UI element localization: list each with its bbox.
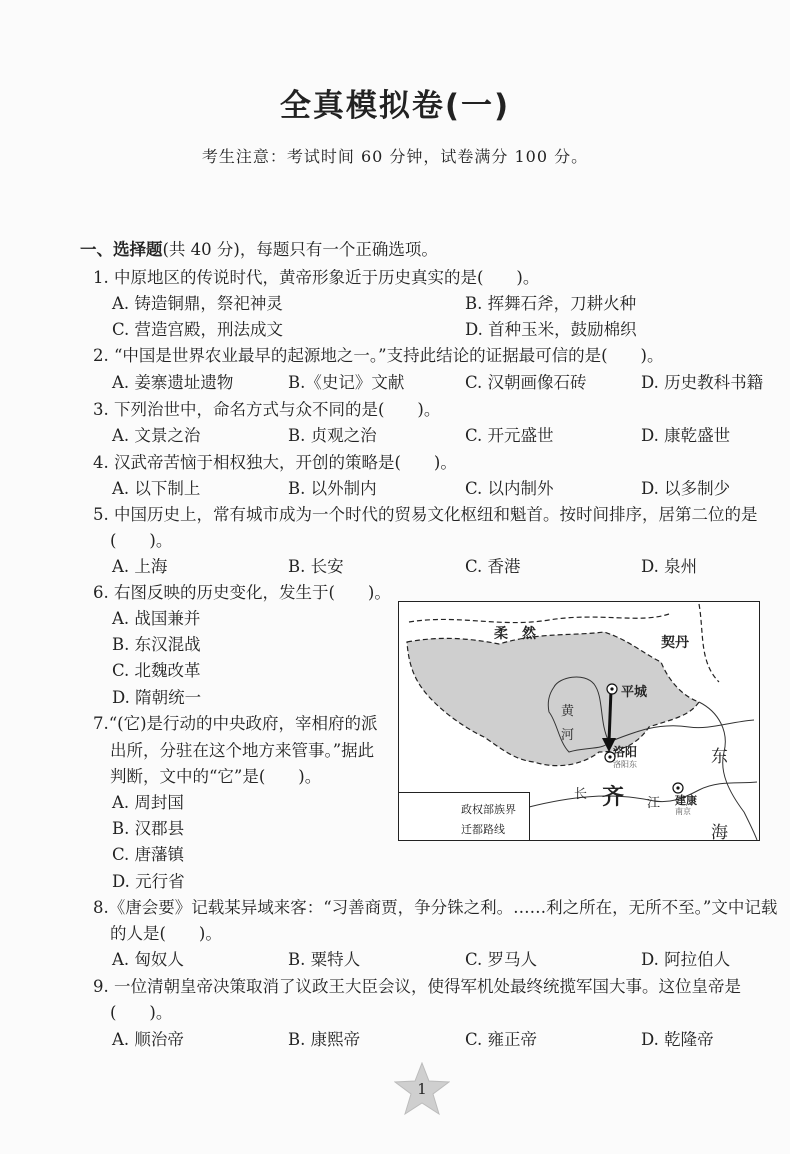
question-7 — [93, 712, 378, 736]
history-map — [398, 601, 760, 841]
question-1 — [93, 266, 539, 290]
option-a[interactable]: A. 上海 — [112, 557, 168, 576]
question-stem: “(它)是行动的中央政府，宰相府的派 — [108, 714, 378, 733]
label-pingcheng: 平城 — [621, 685, 648, 700]
border-line — [699, 604, 719, 682]
label-hai: 海 — [711, 823, 728, 841]
question-2 — [93, 344, 664, 368]
option-a[interactable]: A. 姜寨遗址遗物 — [112, 373, 234, 392]
option-a[interactable]: A. 匈奴人 — [112, 950, 184, 969]
section-heading — [80, 238, 438, 262]
question-number: 5. — [93, 505, 109, 524]
option-d[interactable]: D. 康乾盛世 — [641, 426, 731, 445]
question-number: 1. — [93, 268, 109, 287]
question-number: 9. — [93, 977, 109, 996]
option-a[interactable]: A. 以下制上 — [112, 479, 201, 498]
option-d[interactable]: D. 元行省 — [112, 872, 185, 891]
question-stem: 汉武帝苦恼于相权独大，开创的策略是( )。 — [114, 453, 457, 472]
question-stem: 《唐会要》记载某异域来客：“习善商贾，争分铢之利。……利之所在，无所不至。”文中记载 — [108, 898, 778, 917]
pingcheng-marker-dot — [610, 687, 613, 690]
label-jiang: 江 — [647, 796, 661, 811]
question-8-cont: 的人是( )。 — [110, 924, 222, 943]
question-9-cont: ( )。 — [110, 1003, 173, 1022]
question-7-cont: 出所，分驻在这个地方来管事。”据此 — [110, 741, 375, 760]
option-a[interactable]: A. 周封国 — [112, 793, 184, 812]
option-b[interactable]: B. 以外制内 — [288, 479, 377, 498]
question-number: 6. — [93, 583, 109, 602]
question-stem: 中国历史上，常有城市成为一个时代的贸易文化枢纽和魁首。按时间排序，居第二位的是 — [114, 505, 758, 524]
option-c[interactable]: C. 开元盛世 — [465, 426, 554, 445]
route-arrow — [609, 690, 611, 742]
option-c[interactable]: C. 北魏改革 — [112, 661, 201, 680]
question-3 — [93, 398, 440, 422]
option-d[interactable]: D. 首种玉米，鼓励棉织 — [465, 320, 637, 339]
label-dong: 东 — [711, 747, 728, 767]
coast-line — [699, 702, 757, 840]
question-stem: “中国是世界农业最早的起源地之一。”支持此结论的证据最可信的是( )。 — [114, 346, 664, 365]
section-label: 一、选择题 — [80, 240, 163, 259]
jiankang-marker-dot — [676, 786, 679, 789]
label-qidan: 契丹 — [661, 635, 689, 651]
section-detail: (共 40 分)，每题只有一个正确选项。 — [162, 240, 438, 259]
label-jiankang: 建康 — [675, 794, 697, 807]
label-luoyang: 洛阳 — [613, 745, 638, 759]
option-a[interactable]: A. 文景之治 — [112, 426, 201, 445]
page-number: 1 — [417, 1080, 427, 1098]
question-stem: 下列治世中，命名方式与众不同的是( )。 — [114, 400, 441, 419]
question-5-cont: ( )。 — [110, 531, 173, 550]
question-number: 7. — [93, 714, 109, 733]
question-7-cont: 判断，文中的“它”是( )。 — [110, 767, 322, 786]
option-d[interactable]: D. 隋朝统一 — [112, 688, 202, 707]
option-b[interactable]: B. 东汉混战 — [112, 635, 201, 654]
border-line — [409, 614, 669, 623]
label-luoyang-sub: 洛阳东 — [613, 760, 637, 769]
option-b[interactable]: B. 粟特人 — [288, 950, 361, 969]
luoyang-marker-dot — [608, 755, 611, 758]
question-stem: 右图反映的历史变化，发生于( )。 — [114, 583, 391, 602]
option-d[interactable]: D. 泉州 — [641, 557, 698, 576]
option-a[interactable]: A. 铸造铜鼎，祭祀神灵 — [112, 294, 283, 313]
option-c[interactable]: C. 以内制外 — [465, 479, 554, 498]
map-legend — [399, 792, 530, 841]
exam-notice: 考生注意：考试时间 60 分钟，试卷满分 100 分。 — [201, 147, 589, 166]
option-c[interactable]: C. 汉朝画像石砖 — [465, 373, 587, 392]
page-number-badge — [394, 1062, 450, 1116]
option-b[interactable]: B. 康熙帝 — [288, 1030, 361, 1049]
label-qi: 齐 — [602, 785, 625, 810]
option-b[interactable]: B. 挥舞石斧，刀耕火种 — [465, 294, 637, 313]
question-9 — [93, 975, 741, 999]
option-b[interactable]: B. 汉郡县 — [112, 819, 185, 838]
option-c[interactable]: C. 营造宫殿，刑法成文 — [112, 320, 284, 339]
page-title: 全真模拟卷(一) — [279, 88, 511, 124]
option-c[interactable]: C. 唐藩镇 — [112, 845, 185, 864]
option-b[interactable]: B. 长安 — [288, 557, 344, 576]
legend-border-label: 政权部族界 — [461, 803, 516, 816]
option-d[interactable]: D. 阿拉伯人 — [641, 950, 731, 969]
option-d[interactable]: D. 历史教科书籍 — [641, 373, 764, 392]
question-6 — [93, 581, 391, 605]
label-chang: 长 — [574, 787, 588, 802]
option-b[interactable]: B. 贞观之治 — [288, 426, 377, 445]
option-d[interactable]: D. 以多制少 — [641, 479, 731, 498]
question-number: 8. — [93, 898, 109, 917]
option-c[interactable]: C. 香港 — [465, 557, 521, 576]
option-a[interactable]: A. 顺治帝 — [112, 1030, 184, 1049]
yangtze-river — [529, 782, 757, 807]
label-rouran: 柔 然 — [494, 626, 536, 642]
option-c[interactable]: C. 雍正帝 — [465, 1030, 538, 1049]
legend-route-label: 迁都路线 — [461, 823, 505, 836]
label-jiankang-sub: 南京 — [675, 807, 691, 816]
option-c[interactable]: C. 罗马人 — [465, 950, 538, 969]
question-stem: 中原地区的传说时代，黄帝形象近于历史真实的是( )。 — [114, 268, 540, 287]
question-8 — [93, 896, 777, 920]
option-d[interactable]: D. 乾隆帝 — [641, 1030, 714, 1049]
question-number: 2. — [93, 346, 109, 365]
label-huang: 黄 — [561, 704, 575, 719]
question-number: 3. — [93, 400, 109, 419]
territory-region — [407, 632, 699, 766]
question-5 — [93, 503, 758, 527]
option-b[interactable]: B.《史记》文献 — [288, 373, 405, 392]
label-he: 河 — [561, 728, 575, 743]
question-number: 4. — [93, 453, 109, 472]
question-stem: 一位清朝皇帝决策取消了议政王大臣会议，使得军机处最终统揽军国大事。这位皇帝是 — [114, 977, 741, 996]
option-a[interactable]: A. 战国兼并 — [112, 609, 201, 628]
question-4 — [93, 451, 457, 475]
